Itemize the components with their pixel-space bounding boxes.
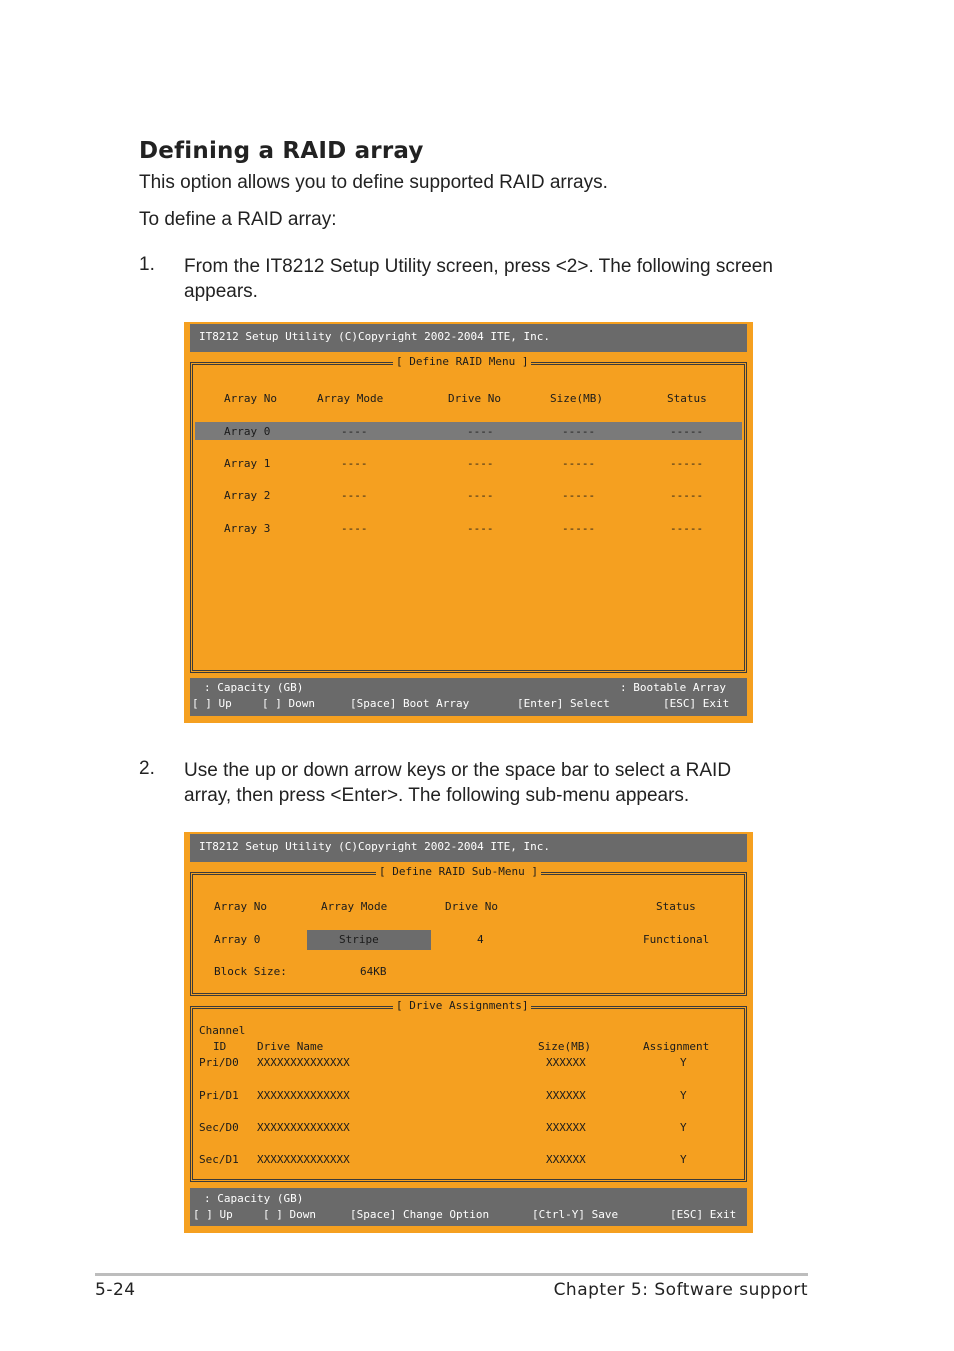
col-size: Size(MB) [550, 392, 603, 405]
page-number: 5-24 [95, 1280, 136, 1300]
array-no-value: Array 0 [214, 933, 261, 946]
utility-title: IT8212 Setup Utility (C)Copyright 2002-2004 ITE, Inc. [199, 840, 550, 853]
array-size: ----- [562, 489, 596, 502]
drive-name: XXXXXXXXXXXXXX [257, 1153, 350, 1166]
array-no: Array 2 [224, 489, 271, 502]
array-mode-selector[interactable] [307, 930, 431, 950]
bootable-legend: : Bootable Array [620, 681, 726, 694]
drive-name-header: Drive Name [257, 1040, 324, 1053]
capacity-legend: : Capacity (GB) [204, 1192, 304, 1205]
key-ctrl-y-save: [Ctrl-Y] Save [532, 1208, 619, 1221]
array-size: ----- [562, 457, 596, 470]
step-2-line-2: array, then press <Enter>. The following sub-menu appears. [184, 785, 690, 806]
array-mode-value: Stripe [339, 933, 379, 946]
step-2-number: 2. [139, 758, 155, 779]
drive-no: ---- [467, 457, 494, 470]
array-mode: ---- [341, 489, 368, 502]
chapter-title: Chapter 5: Software support [553, 1280, 808, 1300]
drive-size: XXXXXX [546, 1153, 586, 1166]
col-array-mode: Array Mode [321, 900, 388, 913]
step-1-text [184, 254, 814, 304]
drive-channel: Sec/D0 [199, 1121, 239, 1134]
block-size-value[interactable]: 64KB [360, 965, 387, 978]
intro-text: This option allows you to define supported RAID arrays. [139, 172, 608, 193]
key-up: [ ] Up [192, 697, 232, 710]
key-down: [ ] Down [262, 697, 315, 710]
col-array-mode: Array Mode [317, 392, 384, 405]
array-status: ----- [670, 489, 704, 502]
key-space-change: [Space] Change Option [350, 1208, 490, 1221]
size-header: Size(MB) [538, 1040, 591, 1053]
drive-channel: Pri/D0 [199, 1056, 239, 1069]
col-array-no: Array No [224, 392, 277, 405]
drive-no-value: 4 [477, 933, 484, 946]
step-2-line-1: Use the up or down arrow keys or the space bar to select a RAID [184, 760, 732, 781]
drive-assignment: Y [680, 1153, 687, 1166]
step-1-line-2: appears. [184, 281, 258, 302]
drive-name: XXXXXXXXXXXXXX [257, 1056, 350, 1069]
status-value: Functional [643, 933, 710, 946]
key-legend-bar [190, 678, 747, 716]
define-raid-menu-panel [190, 362, 747, 673]
utility-title-bar [190, 834, 747, 862]
footer-rule [95, 1273, 808, 1276]
drive-assignment: Y [680, 1121, 687, 1134]
col-drive-no: Drive No [445, 900, 498, 913]
array-mode: ---- [341, 425, 368, 438]
assignment-header: Assignment [643, 1040, 710, 1053]
drive-assignment: Y [680, 1089, 687, 1102]
drive-size: XXXXXX [546, 1089, 586, 1102]
capacity-legend: : Capacity (GB) [204, 681, 304, 694]
drive-channel: Pri/D1 [199, 1089, 239, 1102]
utility-title: IT8212 Setup Utility (C)Copyright 2002-2004 ITE, Inc. [199, 330, 550, 343]
drive-assignments-title: [ Drive Assignments] [393, 999, 531, 1012]
array-size: ----- [562, 425, 596, 438]
array-no: Array 3 [224, 522, 271, 535]
drive-name: XXXXXXXXXXXXXX [257, 1089, 350, 1102]
key-enter-select: [Enter] Select [517, 697, 610, 710]
block-size-label: Block Size: [214, 965, 287, 978]
step-1-number: 1. [139, 254, 155, 275]
drive-size: XXXXXX [546, 1121, 586, 1134]
step-1-line-1: From the IT8212 Setup Utility screen, press <2>. The following screen [184, 256, 773, 277]
array-mode: ---- [341, 522, 368, 535]
key-down: [ ] Down [263, 1208, 316, 1221]
drive-no: ---- [467, 489, 494, 502]
id-header: ID [213, 1040, 227, 1053]
array-size: ----- [562, 522, 596, 535]
section-heading: Defining a RAID array [139, 138, 424, 164]
drive-no: ---- [467, 425, 494, 438]
array-no: Array 0 [224, 425, 271, 438]
key-space-boot: [Space] Boot Array [350, 697, 470, 710]
utility-title-bar [190, 324, 747, 352]
key-esc-exit: [ESC] Exit [663, 697, 730, 710]
drive-assignment: Y [680, 1056, 687, 1069]
col-status: Status [656, 900, 696, 913]
col-status: Status [667, 392, 707, 405]
col-array-no: Array No [214, 900, 267, 913]
array-no: Array 1 [224, 457, 271, 470]
array-status: ----- [670, 522, 704, 535]
array-status: ----- [670, 457, 704, 470]
drive-no: ---- [467, 522, 494, 535]
array-mode: ---- [341, 457, 368, 470]
define-raid-menu-title: [ Define RAID Menu ] [393, 355, 531, 368]
to-define-text: To define a RAID array: [139, 209, 337, 230]
key-legend-bar [190, 1188, 747, 1226]
define-raid-submenu-screen [184, 832, 753, 1233]
col-drive-no: Drive No [448, 392, 501, 405]
key-esc-exit: [ESC] Exit [670, 1208, 737, 1221]
drive-channel: Sec/D1 [199, 1153, 239, 1166]
drive-size: XXXXXX [546, 1056, 586, 1069]
key-up: [ ] Up [193, 1208, 233, 1221]
define-raid-menu-screen [184, 322, 753, 723]
submenu-title: [ Define RAID Sub-Menu ] [376, 865, 541, 878]
array-status: ----- [670, 425, 704, 438]
channel-header: Channel [199, 1024, 246, 1037]
drive-name: XXXXXXXXXXXXXX [257, 1121, 350, 1134]
step-2-text [184, 758, 814, 808]
